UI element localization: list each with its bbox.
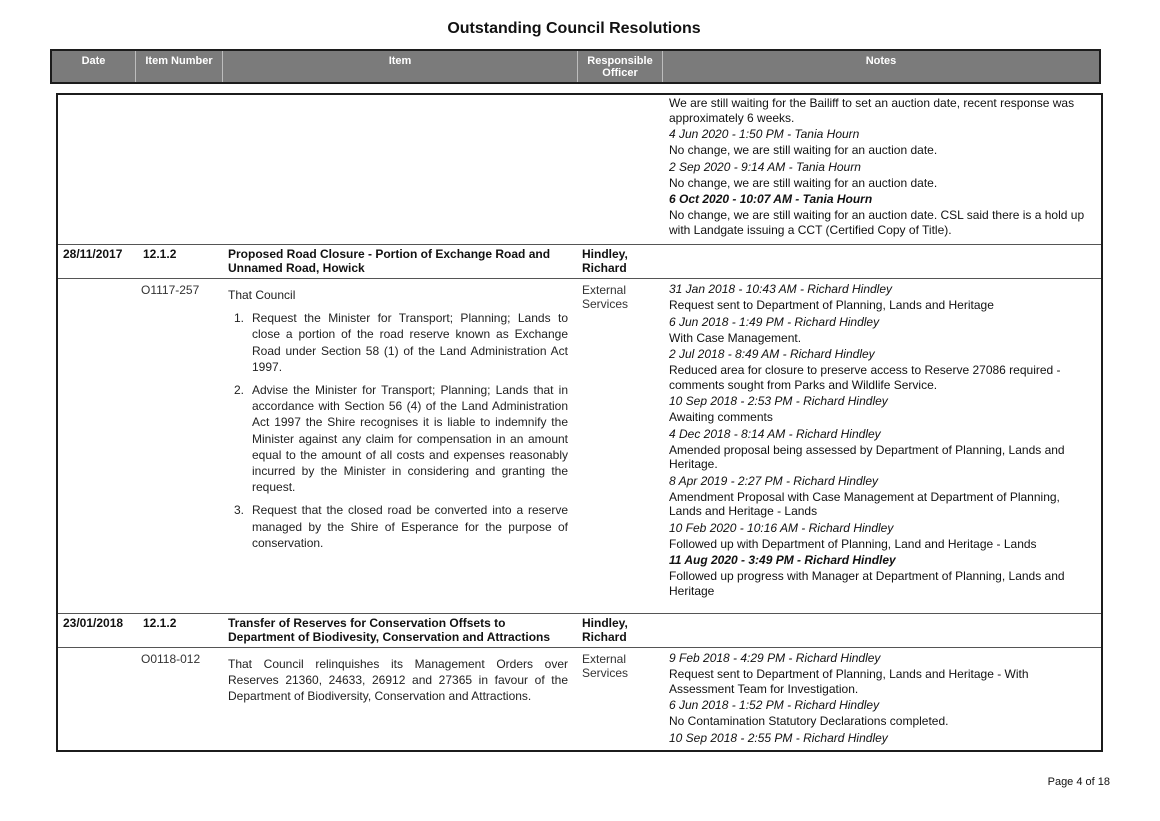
- note-text: We are still waiting for the Bailiff to set an auction date, recent response was approximately 6 weeks.: [669, 96, 1075, 125]
- continued-notes: [669, 96, 1094, 238]
- page-number: Page 4 of 18: [1047, 776, 1110, 788]
- record-department: External Services: [582, 283, 629, 311]
- record-title: Transfer of Reserves for Conservation Offsets to Department of Biodivesity, Conservation and Attractions: [228, 616, 551, 644]
- note-timestamp: 10 Feb 2020 - 10:16 AM - Richard Hindley: [669, 520, 894, 535]
- resolution-intro: That Council: [228, 288, 296, 302]
- record-date: 23/01/2018: [63, 616, 124, 630]
- note-text: Awaiting comments: [669, 410, 773, 424]
- record-notes: [669, 650, 1094, 747]
- note-timestamp: 8 Apr 2019 - 2:27 PM - Richard Hindley: [669, 473, 878, 488]
- resolution-number: O0118-012: [141, 652, 201, 666]
- resolution-number: O1117-257: [141, 283, 200, 297]
- header-date: Date: [81, 55, 106, 67]
- header-item-number: Item Number: [145, 55, 213, 67]
- record-item-number: 12.1.2: [143, 247, 177, 261]
- record-department: External Services: [582, 652, 629, 680]
- resolution-item: 1. Request the Minister for Transport; Planning; Lands to close a portion of the road reserve known as Exchange Road under Section 58 (1) of the Land Administration Act 1997.: [234, 311, 568, 374]
- note-text: No change, we are still waiting for an auction date. CSL said there is a hold up with Landgate issuing a CCT (Certified Copy of Title).: [669, 208, 1085, 237]
- note-text: Followed up with Department of Planning, Land and Heritage - Lands: [669, 536, 1037, 551]
- resolution-item: 2. Advise the Minister for Transport; Planning; Lands that in accordance with Section 56 (4) of the Land Administration Act 1997 the Shire recognises it is liable to indemnify the Minister against any claim for compensation in an amount equal to the amount of all costs and expenses reasonably incurred by the Minister in considering and granting the request.: [234, 383, 568, 495]
- header-responsible-officer: Responsible Officer: [587, 55, 653, 79]
- note-text: Request sent to Department of Planning, Lands and Heritage - With Assessment Team for Investigation.: [669, 667, 1029, 696]
- note-text: Reduced area for closure to preserve access to Reserve 27086 required - comments sought from Parks and Wildlife Service.: [669, 363, 1061, 392]
- note-text: No change, we are still waiting for an auction date.: [669, 175, 938, 190]
- note-text: No Contamination Statutory Declarations completed.: [669, 714, 949, 728]
- note-timestamp: 4 Dec 2018 - 8:14 AM - Richard Hindley: [669, 426, 881, 441]
- note-text: With Case Management.: [669, 330, 802, 345]
- note-text: Request sent to Department of Planning, Lands and Heritage: [669, 298, 994, 312]
- resolutions-table: [56, 93, 1103, 752]
- note-timestamp: 4 Jun 2020 - 1:50 PM - Tania Hourn: [669, 127, 860, 141]
- record-title: Proposed Road Closure - Portion of Exchange Road and Unnamed Road, Howick: [228, 247, 551, 275]
- note-timestamp: 10 Sep 2018 - 2:53 PM - Richard Hindley: [669, 394, 888, 408]
- note-text: Amendment Proposal with Case Management at Department of Planning, Lands and Heritage - Lands: [669, 489, 1060, 518]
- note-timestamp: 6 Jun 2018 - 1:49 PM - Richard Hindley: [669, 314, 880, 329]
- header-notes: Notes: [865, 55, 897, 67]
- resolution-item: 3. Request that the closed road be converted into a reserve managed by the Shire of Esperance for the purpose of conservation.: [234, 503, 568, 550]
- resolution-list: [228, 310, 568, 551]
- resolution-intro: That Council relinquishes its Management Orders over Reserves 21360, 24633, 26912 and 27365 in favour of the Department of Biodiversity, Conservation and Attractions.: [228, 657, 568, 704]
- note-timestamp-latest: 6 Oct 2020 - 10:07 AM - Tania Hourn: [669, 192, 873, 206]
- record-item-number: 12.1.2: [143, 616, 177, 630]
- resolution-text: [228, 656, 568, 705]
- note-text: No change, we are still waiting for an auction date.: [669, 143, 938, 157]
- resolution-text: [228, 287, 568, 551]
- record-notes: [669, 281, 1094, 599]
- note-timestamp: 9 Feb 2018 - 4:29 PM - Richard Hindley: [669, 651, 881, 665]
- note-text: Amended proposal being assessed by Department of Planning, Lands and Heritage.: [669, 442, 1065, 471]
- table-header: [50, 49, 1101, 84]
- note-timestamp: 2 Sep 2020 - 9:14 AM - Tania Hourn: [669, 159, 861, 174]
- record-date: 28/11/2017: [63, 247, 123, 261]
- document-title: Outstanding Council Resolutions: [447, 20, 701, 37]
- note-timestamp: 31 Jan 2018 - 10:43 AM - Richard Hindley: [669, 282, 893, 296]
- record-officer: Hindley, Richard: [582, 616, 628, 644]
- note-timestamp-latest: 11 Aug 2020 - 3:49 PM - Richard Hindley: [669, 553, 896, 567]
- note-text: Followed up progress with Manager at Department of Planning, Lands and Heritage: [669, 569, 1065, 598]
- note-timestamp: 2 Jul 2018 - 8:49 AM - Richard Hindley: [669, 347, 875, 361]
- header-item: Item: [388, 55, 412, 67]
- note-timestamp: 6 Jun 2018 - 1:52 PM - Richard Hindley: [669, 698, 880, 712]
- note-timestamp: 10 Sep 2018 - 2:55 PM - Richard Hindley: [669, 730, 888, 745]
- record-officer: Hindley, Richard: [582, 247, 628, 275]
